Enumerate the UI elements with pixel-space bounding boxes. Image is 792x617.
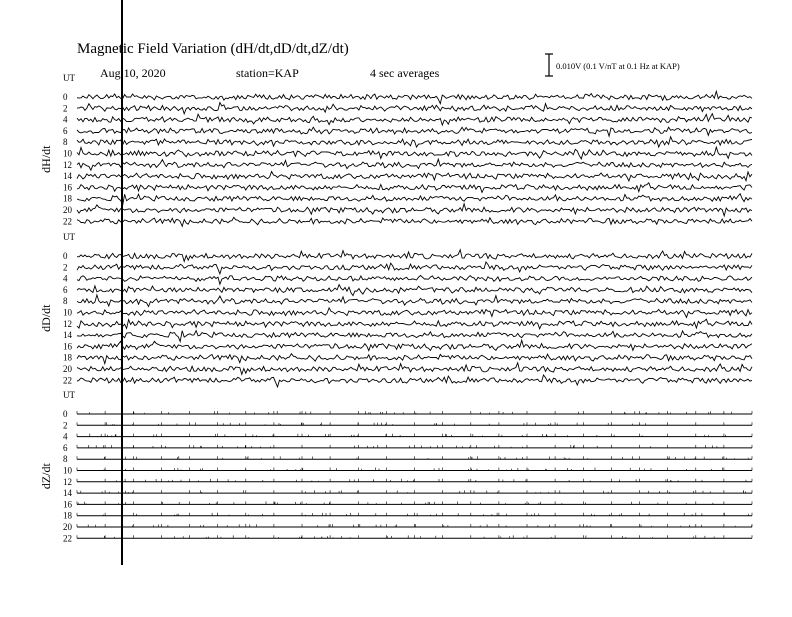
trace-row xyxy=(77,285,752,296)
ut-label: UT xyxy=(63,73,75,83)
hour-label: 16 xyxy=(63,499,72,510)
hour-label: 6 xyxy=(63,125,68,136)
hour-label: 16 xyxy=(63,182,72,193)
hour-label: 10 xyxy=(63,148,72,159)
trace-row xyxy=(77,91,752,103)
hour-label: 22 xyxy=(63,216,72,227)
panel-dZ-dt xyxy=(39,390,752,543)
trace-row xyxy=(77,204,752,216)
trace-row xyxy=(77,127,752,136)
hour-label: 8 xyxy=(63,296,68,307)
hour-label: 18 xyxy=(63,510,72,521)
hour-label: 12 xyxy=(63,159,72,170)
trace-row xyxy=(77,159,752,170)
panel-label: dZ/dt xyxy=(39,463,53,490)
hour-label: 12 xyxy=(63,318,72,329)
ut-label: UT xyxy=(63,390,75,400)
trace-row xyxy=(77,331,752,342)
hour-label: 4 xyxy=(63,114,68,125)
hour-label: 16 xyxy=(63,341,72,352)
hour-label: 14 xyxy=(63,171,72,182)
scale-bar-label: 0.010V (0.1 V/nT at 0.1 Hz at KAP) xyxy=(556,61,680,71)
hour-label: 6 xyxy=(63,284,68,295)
hour-label: 8 xyxy=(63,454,68,465)
hour-label: 22 xyxy=(63,533,72,544)
hour-label: 2 xyxy=(63,103,68,114)
hour-label: 20 xyxy=(63,364,72,374)
averaging-label: 4 sec averages xyxy=(370,66,440,80)
hour-label: 14 xyxy=(63,330,72,341)
hour-label: 4 xyxy=(63,273,68,284)
hour-label: 20 xyxy=(63,205,72,215)
hour-label: 22 xyxy=(63,375,72,386)
hour-label: 10 xyxy=(63,307,72,318)
station-label: station=KAP xyxy=(236,66,299,80)
hour-label: 2 xyxy=(63,262,68,273)
panel-dH-dt xyxy=(39,73,752,226)
trace-row xyxy=(77,308,752,318)
hour-label: 2 xyxy=(63,420,68,431)
hour-label: 20 xyxy=(63,522,72,532)
hour-label: 8 xyxy=(63,137,68,148)
trace-row xyxy=(77,103,752,114)
trace-row xyxy=(77,340,752,350)
trace-row xyxy=(77,217,752,226)
trace-row xyxy=(77,295,752,307)
chart-title: Magnetic Field Variation (dH/dt,dD/dt,dZ/dt) xyxy=(77,41,349,57)
hour-label: 18 xyxy=(63,352,72,363)
hour-label: 0 xyxy=(63,409,68,419)
panel-label: dD/dt xyxy=(39,304,53,332)
trace-row xyxy=(77,375,752,387)
trace-row xyxy=(77,194,752,205)
date-label: Aug.10, 2020 xyxy=(100,66,166,80)
trace-row xyxy=(77,183,752,193)
trace-row xyxy=(77,363,752,375)
hour-label: 4 xyxy=(63,431,68,442)
panel-dD-dt xyxy=(39,232,752,387)
panels xyxy=(39,73,752,543)
trace-row xyxy=(77,262,752,274)
scale-bar xyxy=(545,54,680,76)
trace-row xyxy=(77,276,752,285)
ut-label: UT xyxy=(63,232,75,242)
trace-row xyxy=(77,250,752,262)
hour-label: 6 xyxy=(63,442,68,453)
panel-label: dH/dt xyxy=(39,145,53,173)
hour-label: 10 xyxy=(63,465,72,476)
hour-label: 14 xyxy=(63,488,72,499)
trace-row xyxy=(77,114,752,125)
hour-label: 18 xyxy=(63,193,72,204)
trace-row xyxy=(77,137,752,147)
hour-label: 0 xyxy=(63,251,68,261)
trace-row xyxy=(77,354,752,364)
hour-label: 0 xyxy=(63,92,68,102)
trace-row xyxy=(77,172,752,182)
trace-row xyxy=(77,319,752,329)
hour-label: 12 xyxy=(63,476,72,487)
trace-row xyxy=(77,147,752,159)
